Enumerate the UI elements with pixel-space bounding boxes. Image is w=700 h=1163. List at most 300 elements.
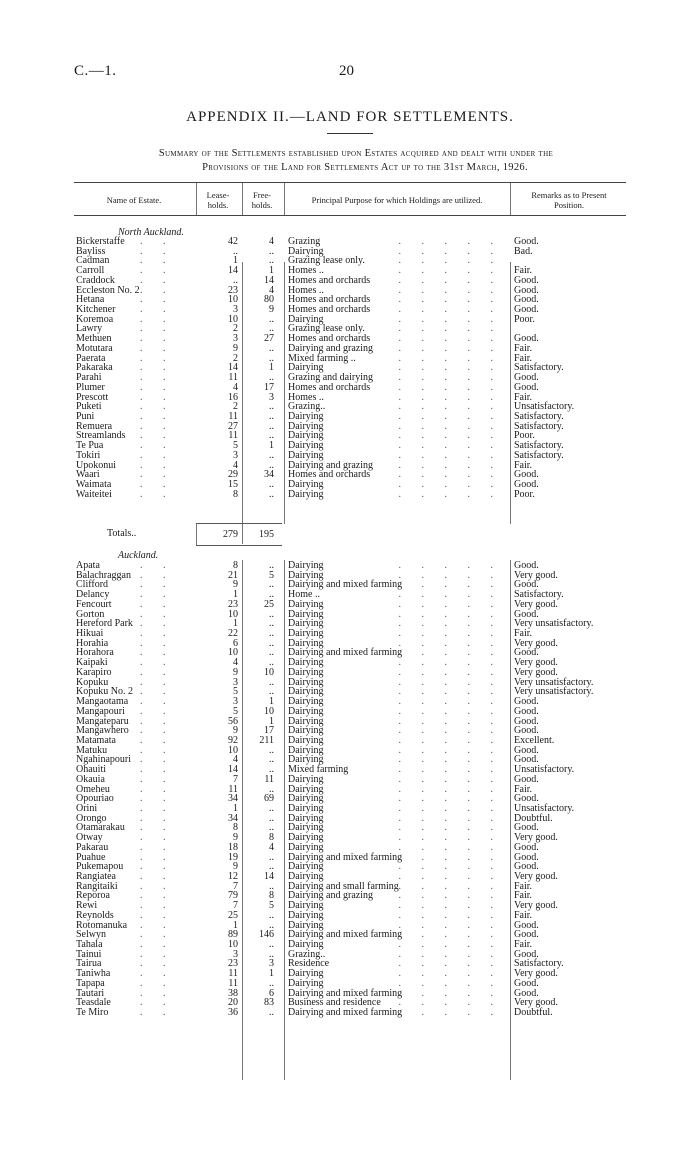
estate-name: Rotomanuka — [76, 919, 128, 931]
leaseholds-value: 22 — [228, 628, 238, 640]
purpose-value: Dairying and grazing — [288, 459, 373, 471]
remarks-value: Satisfactory. — [514, 589, 564, 601]
estate-name: Pakarau — [76, 841, 109, 853]
purpose-value: Homes and orchards — [288, 294, 371, 306]
leader-dots: . . . . . — [398, 773, 502, 785]
purpose-value: Dairying — [288, 822, 324, 834]
estate-name: Kaipaki — [76, 657, 108, 669]
leaseholds-value: 11 — [228, 783, 238, 795]
freeholds-value: .. — [269, 401, 274, 413]
leaseholds-value: 92 — [228, 734, 238, 746]
freeholds-value: .. — [269, 948, 274, 960]
remarks-value: Satisfactory. — [514, 958, 564, 970]
leader-dots: . . — [140, 598, 175, 610]
remarks-value: Fair. — [514, 391, 533, 403]
purpose-value: Grazing and dairying — [288, 372, 373, 384]
leader-dots: . . — [140, 783, 175, 795]
leader-dots: . . — [140, 352, 175, 364]
freeholds-value: 14 — [264, 871, 274, 882]
remarks-value: Fair. — [514, 459, 533, 471]
leader-dots: . . . . . — [398, 440, 502, 452]
freeholds-value: .. — [269, 449, 274, 461]
purpose-value: Dairying — [288, 313, 324, 325]
leader-dots: . . — [140, 715, 175, 727]
leader-dots: . . — [140, 744, 175, 756]
leader-dots: . . — [140, 1007, 175, 1019]
remarks-value: Doubtful. — [514, 1007, 553, 1019]
remarks-value: Good. — [514, 381, 539, 393]
purpose-value: Dairying — [288, 449, 324, 461]
estate-name: Cadman — [76, 255, 110, 267]
col-header-purpose: Principal Purpose for which Holdings are utilized. — [311, 195, 483, 205]
remarks-value: Good. — [514, 705, 539, 717]
leader-dots: . . . . . — [398, 245, 502, 257]
table-row — [74, 490, 626, 500]
leaseholds-value: 10 — [228, 313, 238, 325]
purpose-value: Homes and orchards — [288, 304, 371, 316]
leader-dots: . . . . . — [398, 1007, 502, 1019]
leader-dots: . . . . . — [398, 880, 502, 892]
leader-dots: . . — [140, 861, 175, 873]
estate-name: Matamata — [76, 734, 116, 746]
purpose-value: Dairying — [288, 560, 324, 571]
freeholds-value: 1 — [269, 440, 274, 452]
estate-name: Waari — [76, 469, 100, 481]
freeholds-value: 83 — [264, 997, 274, 1009]
estate-name: Plumer — [76, 381, 105, 393]
freeholds-value: .. — [269, 754, 274, 766]
leaseholds-value: 10 — [228, 647, 238, 659]
leader-dots: . . — [140, 362, 175, 374]
leader-dots: . . . . . — [398, 783, 502, 795]
estate-name: Horahia — [76, 637, 109, 649]
remarks-value: Good. — [514, 304, 539, 316]
estate-name: Tainui — [76, 948, 102, 960]
leaseholds-value: 10 — [228, 608, 238, 620]
leader-dots: . . . . . — [398, 637, 502, 649]
col-header-name: Name of Estate. — [106, 195, 162, 205]
remarks-value: Fair. — [514, 783, 533, 795]
remarks-value: Good. — [514, 773, 539, 785]
estate-name: Koremoa — [76, 313, 114, 325]
estate-name: Carroll — [76, 265, 105, 277]
purpose-value: Dairying and mixed farming — [288, 579, 403, 591]
leaseholds-value: 14 — [228, 362, 238, 374]
purpose-value: Dairying — [288, 812, 324, 824]
leader-dots: . . — [140, 773, 175, 785]
purpose-value: Business and residence — [288, 997, 381, 1009]
table-north-auckland — [74, 237, 626, 499]
remarks-value: Fair. — [514, 909, 533, 921]
leaseholds-value: 23 — [228, 284, 238, 296]
leader-dots: . . . . . — [398, 420, 502, 432]
leader-dots: . . — [140, 628, 175, 640]
purpose-value: Dairying and mixed farming — [288, 929, 403, 941]
purpose-value: Homes and orchards — [288, 333, 371, 345]
leaseholds-value: 1 — [233, 255, 238, 267]
leader-dots: . . — [140, 569, 175, 581]
freeholds-value: .. — [269, 802, 274, 814]
estate-name: Delancy — [76, 589, 110, 601]
remarks-value: Good. — [514, 478, 539, 490]
leader-dots: . . . . . — [398, 890, 502, 902]
freeholds-value: 6 — [269, 987, 274, 999]
purpose-value: Dairying — [288, 440, 324, 452]
leaseholds-value: 1 — [233, 802, 238, 814]
estate-name: Reporoa — [76, 890, 110, 902]
remarks-value: Good. — [514, 696, 539, 708]
estate-name: Craddock — [76, 274, 115, 286]
purpose-value: Dairying — [288, 900, 324, 912]
leader-dots: . . . . . — [398, 657, 502, 669]
leader-dots: . . . . . — [398, 861, 502, 873]
remarks-value: Very good. — [514, 637, 558, 649]
leader-dots: . . . . . — [398, 802, 502, 814]
freeholds-value: 80 — [264, 294, 274, 306]
purpose-value: Dairying — [288, 245, 324, 257]
leader-dots: . . — [140, 304, 175, 316]
leaseholds-value: 3 — [233, 449, 238, 461]
remarks-value: Poor. — [514, 313, 535, 325]
remarks-value: Good. — [514, 560, 539, 571]
leader-dots: . . . . . — [398, 754, 502, 766]
remarks-value: Poor. — [514, 430, 535, 442]
estate-name: Opouriao — [76, 793, 114, 805]
leader-dots: . . — [140, 666, 175, 678]
estate-name: Rangitaiki — [76, 880, 118, 892]
freeholds-value: 1 — [269, 265, 274, 277]
col-divider — [242, 183, 243, 215]
purpose-value: Dairying — [288, 666, 324, 678]
purpose-value: Residence — [288, 958, 330, 970]
remarks-value: Good. — [514, 919, 539, 931]
freeholds-value: .. — [269, 812, 274, 824]
leaseholds-value: 2 — [233, 401, 238, 413]
remarks-value: Good. — [514, 608, 539, 620]
leader-dots: . . . . . — [398, 696, 502, 708]
leader-dots: . . . . . — [398, 812, 502, 824]
purpose-value: Dairying — [288, 793, 324, 805]
leader-dots: . . — [140, 245, 175, 257]
freeholds-value: 1 — [269, 715, 274, 727]
leader-dots: . . . . . — [398, 977, 502, 989]
leader-dots: . . — [140, 647, 175, 659]
leaseholds-value: 5 — [233, 440, 238, 452]
leader-dots: . . . . . — [398, 294, 502, 306]
leader-dots: . . — [140, 939, 175, 951]
freeholds-value: .. — [269, 783, 274, 795]
totals-rule-bottom — [196, 545, 282, 546]
leader-dots: . . . . . — [398, 560, 502, 571]
leader-dots: . . . . . — [398, 323, 502, 335]
leader-dots: . . — [140, 313, 175, 325]
freeholds-value: .. — [269, 459, 274, 471]
leaseholds-value: 18 — [228, 841, 238, 853]
freeholds-value: .. — [269, 822, 274, 834]
purpose-value: Dairying — [288, 919, 324, 931]
purpose-value: Dairying and mixed farming — [288, 987, 403, 999]
remarks-value: Good. — [514, 372, 539, 384]
col-header-remarks: Remarks as to Present Position. — [531, 190, 607, 210]
freeholds-value: 25 — [264, 598, 274, 610]
estate-name: Hetana — [76, 294, 105, 306]
purpose-value: Dairying — [288, 802, 324, 814]
purpose-value: Dairying — [288, 715, 324, 727]
estate-name: Pakaraka — [76, 362, 113, 374]
leaseholds-value: 7 — [233, 773, 238, 785]
leader-dots: . . . . . — [398, 958, 502, 970]
leader-dots: . . . . . — [398, 900, 502, 912]
freeholds-value: 10 — [264, 705, 274, 717]
estate-name: Omeheu — [76, 783, 110, 795]
freeholds-value: .. — [269, 245, 274, 257]
col-divider — [510, 183, 511, 215]
leader-dots: . . — [140, 822, 175, 834]
remarks-value: Poor. — [514, 488, 535, 500]
remarks-value: Satisfactory. — [514, 420, 564, 432]
leader-dots: . . — [140, 589, 175, 601]
leaseholds-value: 34 — [228, 812, 238, 824]
leader-dots: . . — [140, 372, 175, 384]
leaseholds-value: 5 — [233, 686, 238, 698]
remarks-value: Satisfactory. — [514, 410, 564, 422]
leaseholds-value: 25 — [228, 909, 238, 921]
purpose-value: Dairying — [288, 841, 324, 853]
remarks-value: Good. — [514, 754, 539, 766]
leader-dots: . . — [140, 977, 175, 989]
leader-dots: . . — [140, 430, 175, 442]
purpose-value: Homes and orchards — [288, 274, 371, 286]
freeholds-value: .. — [269, 647, 274, 659]
estate-name: Puahue — [76, 851, 106, 863]
purpose-value: Dairying — [288, 478, 324, 490]
remarks-value: Good. — [514, 579, 539, 591]
estate-name: Otway — [76, 832, 103, 844]
freeholds-value: 1 — [269, 968, 274, 980]
leaseholds-value: 9 — [233, 579, 238, 591]
remarks-value: Unsatisfactory. — [514, 401, 575, 413]
leader-dots: . . . . . — [398, 342, 502, 354]
estate-name: Selwyn — [76, 929, 106, 941]
freeholds-value: 8 — [269, 832, 274, 844]
leader-dots: . . . . . — [398, 666, 502, 678]
purpose-value: Dairying — [288, 939, 324, 951]
leaseholds-value: 11 — [228, 968, 238, 980]
remarks-value: Fair. — [514, 265, 533, 277]
leaseholds-value: 3 — [233, 333, 238, 345]
leader-dots: . . . . . — [398, 628, 502, 640]
leaseholds-value: 89 — [228, 929, 238, 941]
estate-name: Kopuku — [76, 676, 109, 688]
leaseholds-value: 10 — [228, 744, 238, 756]
estate-name: Kopuku No. 2 — [76, 686, 133, 698]
remarks-value: Good. — [514, 715, 539, 727]
leader-dots: . . . . . — [398, 255, 502, 267]
estate-name: Orini — [76, 802, 98, 814]
leader-dots: . . . . . — [398, 948, 502, 960]
purpose-value: Homes and orchards — [288, 381, 371, 393]
leaseholds-value: 2 — [233, 323, 238, 335]
leader-dots: . . . . . — [398, 410, 502, 422]
estate-name: Karapiro — [76, 666, 112, 678]
leader-dots: . . — [140, 793, 175, 805]
freeholds-value: 3 — [269, 391, 274, 403]
leader-dots: . . — [140, 401, 175, 413]
leaseholds-value: 2 — [233, 352, 238, 364]
leader-dots: . . — [140, 841, 175, 853]
leader-dots: . . — [140, 449, 175, 461]
remarks-value: Excellent. — [514, 734, 555, 746]
leaseholds-value: 10 — [228, 939, 238, 951]
freeholds-value: .. — [269, 880, 274, 892]
freeholds-value: 27 — [264, 333, 274, 345]
leader-dots: . . — [140, 560, 175, 571]
leaseholds-value: 3 — [233, 676, 238, 688]
leaseholds-value: 29 — [228, 469, 238, 481]
purpose-value: Dairying — [288, 430, 324, 442]
leaseholds-value: .. — [233, 245, 238, 257]
leader-dots: . . . . . — [398, 391, 502, 403]
leaseholds-value: 20 — [228, 997, 238, 1009]
estate-name: Hereford Park — [76, 618, 133, 630]
freeholds-value: .. — [269, 430, 274, 442]
leader-dots: . . — [140, 734, 175, 746]
remarks-value: Very good. — [514, 871, 558, 882]
leaseholds-value: 23 — [228, 598, 238, 610]
remarks-value: Fair. — [514, 890, 533, 902]
leader-dots: . . . . . — [398, 274, 502, 286]
leader-dots: . . . . . — [398, 313, 502, 325]
leaseholds-value: 7 — [233, 880, 238, 892]
estate-name: Mangateparu — [76, 715, 129, 727]
leader-dots: . . . . . — [398, 715, 502, 727]
remarks-value: Very good. — [514, 569, 558, 581]
leader-dots: . . . . . — [398, 333, 502, 345]
purpose-value: Dairying and grazing — [288, 890, 373, 902]
leader-dots: . . . . . — [398, 841, 502, 853]
leader-dots: . . . . . — [398, 459, 502, 471]
remarks-value: Satisfactory. — [514, 362, 564, 374]
totals-label: Totals.. — [107, 528, 137, 539]
purpose-value: Dairying — [288, 628, 324, 640]
freeholds-value: 211 — [259, 734, 274, 746]
leaseholds-value: 9 — [233, 666, 238, 678]
purpose-value: Dairying — [288, 773, 324, 785]
freeholds-value: .. — [269, 618, 274, 630]
estate-name: Horahora — [76, 647, 114, 659]
leader-dots: . . — [140, 478, 175, 490]
estate-name: Methuen — [76, 333, 112, 345]
section-title-auckland: Auckland. — [118, 550, 159, 561]
leader-dots: . . . . . — [398, 469, 502, 481]
freeholds-value: .. — [269, 255, 274, 267]
remarks-value: Good. — [514, 977, 539, 989]
leaseholds-value: 36 — [228, 1007, 238, 1019]
leader-dots: . . . . . — [398, 987, 502, 999]
leader-dots: . . — [140, 608, 175, 620]
purpose-value: Dairying — [288, 420, 324, 432]
leader-dots: . . — [140, 579, 175, 591]
leaseholds-value: 8 — [233, 560, 238, 571]
leader-dots: . . — [140, 440, 175, 452]
freeholds-value: .. — [269, 560, 274, 571]
leaseholds-value: 9 — [233, 861, 238, 873]
estate-name: Balachraggan — [76, 569, 131, 581]
freeholds-value: .. — [269, 420, 274, 432]
leaseholds-value: 14 — [228, 265, 238, 277]
remarks-value: Good. — [514, 744, 539, 756]
remarks-value: Very good. — [514, 900, 558, 912]
purpose-value: Dairying and mixed farming — [288, 647, 403, 659]
leader-dots: . . — [140, 323, 175, 335]
leader-dots: . . . . . — [398, 401, 502, 413]
purpose-value: Dairying — [288, 909, 324, 921]
table-header-rule — [74, 215, 626, 216]
title-rule — [327, 133, 373, 134]
freeholds-value: .. — [269, 478, 274, 490]
leaseholds-value: 11 — [228, 430, 238, 442]
leaseholds-value: 11 — [228, 977, 238, 989]
purpose-value: Grazing.. — [288, 948, 326, 960]
leaseholds-value: 3 — [233, 304, 238, 316]
remarks-value: Unsatisfactory. — [514, 802, 575, 814]
estate-name: Fencourt — [76, 598, 112, 610]
remarks-value: Good. — [514, 929, 539, 941]
leader-dots: . . — [140, 705, 175, 717]
remarks-value: Very good. — [514, 598, 558, 610]
leader-dots: . . . . . — [398, 569, 502, 581]
purpose-value: Dairying — [288, 657, 324, 669]
freeholds-value: 69 — [264, 793, 274, 805]
leader-dots: . . — [140, 812, 175, 824]
leaseholds-value: 14 — [228, 764, 238, 776]
freeholds-value: .. — [269, 342, 274, 354]
leaseholds-value: 16 — [228, 391, 238, 403]
estate-name: Tokiri — [76, 449, 101, 461]
leader-dots: . . . . . — [398, 744, 502, 756]
leader-dots: . . . . . — [398, 686, 502, 698]
estate-name: Waimata — [76, 478, 112, 490]
leaseholds-value: 4 — [233, 459, 238, 471]
purpose-value: Dairying — [288, 608, 324, 620]
freeholds-value: .. — [269, 676, 274, 688]
leaseholds-value: 9 — [233, 342, 238, 354]
leader-dots: . . . . . — [398, 734, 502, 746]
col-header-leaseholds: Lease- holds. — [206, 190, 230, 210]
freeholds-value: .. — [269, 323, 274, 335]
remarks-value: Good. — [514, 647, 539, 659]
leader-dots: . . . . . — [398, 968, 502, 980]
leaseholds-value: 1 — [233, 618, 238, 630]
table-top-rule — [74, 182, 626, 183]
summary-heading — [66, 147, 646, 175]
leader-dots: . . — [140, 851, 175, 863]
col-divider — [196, 183, 197, 215]
leader-dots: . . . . . — [398, 997, 502, 1009]
estate-name: Apata — [76, 560, 100, 571]
estate-name: Upokonui — [76, 459, 116, 471]
freeholds-value: .. — [269, 919, 274, 931]
leaseholds-value: 23 — [228, 958, 238, 970]
col-header-freeholds: Free- holds. — [251, 190, 273, 210]
remarks-value: Satisfactory. — [514, 449, 564, 461]
totals-rule-top — [196, 523, 282, 524]
remarks-value: Good. — [514, 469, 539, 481]
leaseholds-value: 4 — [233, 657, 238, 669]
estate-name: Lawry — [76, 323, 103, 335]
estate-name: Remuera — [76, 420, 113, 432]
purpose-value: Dairying — [288, 968, 324, 980]
